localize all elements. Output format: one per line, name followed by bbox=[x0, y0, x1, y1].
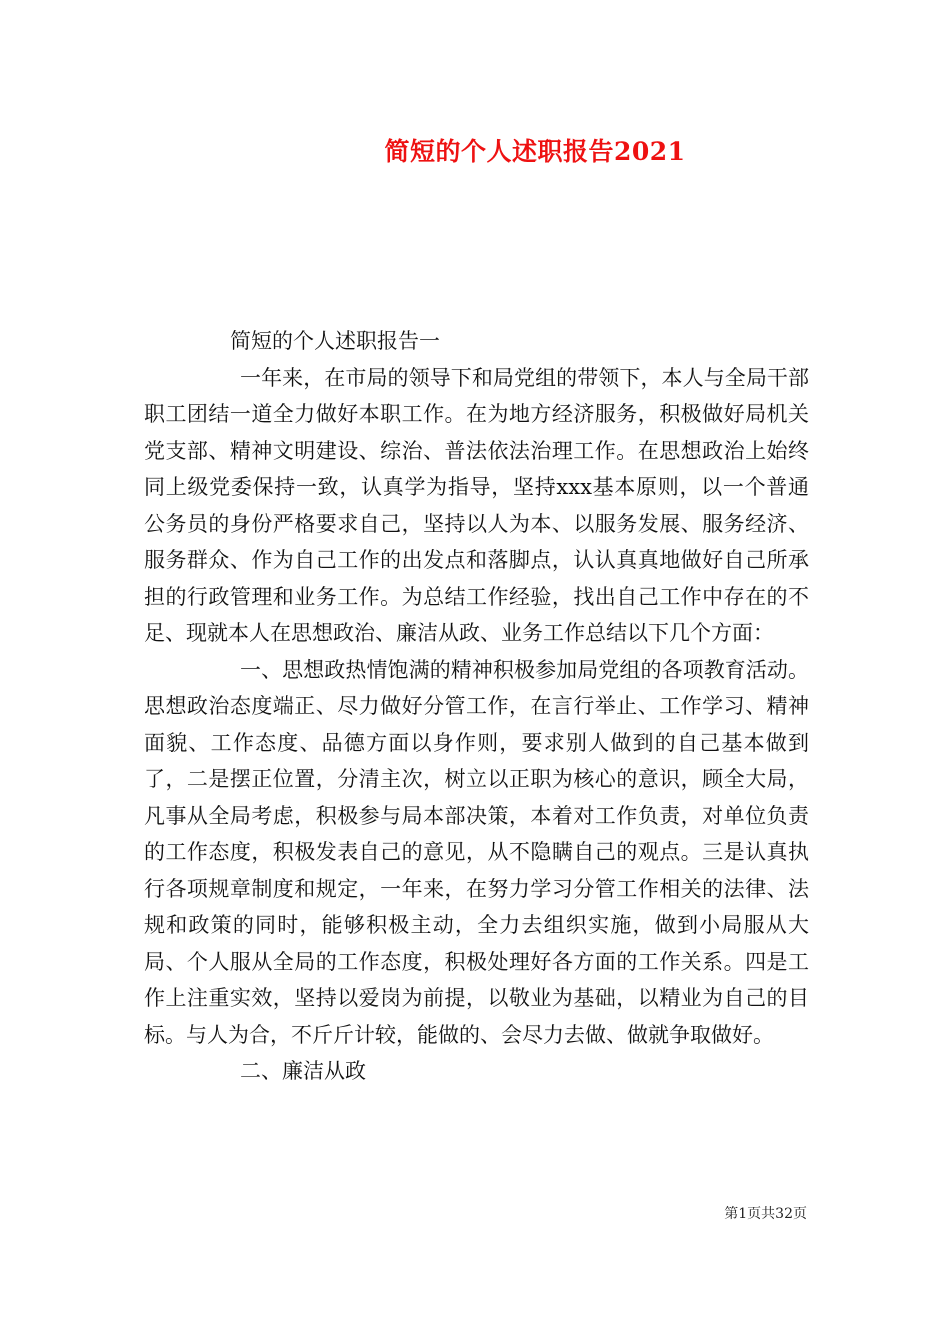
paragraph-integrity-heading: 二、廉洁从政 bbox=[240, 1059, 366, 1083]
document-title: 简短的个人述职报告2021 bbox=[384, 137, 686, 166]
page-number-footer: 第1页共32页 bbox=[724, 1206, 807, 1222]
section-title: 简短的个人述职报告一 bbox=[230, 329, 440, 353]
paragraph-intro: 一年来，在市局的领导下和局党组的带领下，本人与全局干部职工团结一道全力做好本职工作。在为地方经济服务，积极做好局机关党支部、精神文明建设、综治、普法依法治理工作。在思想政治上始终同上级党委保持一致，认真学为指导，坚持xxx基本原则，以一个普通公务员的身份严格要求自己，坚持以人为本、以服务发展、服务经济、服务群众、作为自己工作的出发点和落脚点，认认真真地做好自己所承担的行政管理和业务工作。为总结工作经验，找出自己工作中存在的不足、现就本人在思想政治、廉洁从政、业务工作总结以下几个方面： bbox=[144, 365, 809, 645]
paragraph-ideology: 一、思想政热情饱满的精神积极参加局党组的各项教育活动。思想政治态度端正、尽力做好分管工作，在言行举止、工作学习、精神面貌、工作态度、品德方面以身作则，要求别人做到的自己基本做到了，二是摆正位置，分清主次，树立以正职为核心的意识，顾全大局，凡事从全局考虑，积极参与局本部决策，本着对工作负责，对单位负责的工作态度，积极发表自己的意见，从不隐瞒自己的观点。三是认真执行各项规章制度和规定，一年来，在努力学习分管工作相关的法律、法规和政策的同时，能够积极主动，全力去组织实施，做到小局服从大局、个人服从全局的工作态度，积极处理好各方面的工作关系。四是工作上注重实效，坚持以爱岗为前提，以敬业为基础，以精业为自己的目标。与人为合，不斤斤计较，能做的、会尽力去做、做就争取做好。 bbox=[144, 657, 809, 1047]
document-body bbox=[144, 323, 809, 1090]
